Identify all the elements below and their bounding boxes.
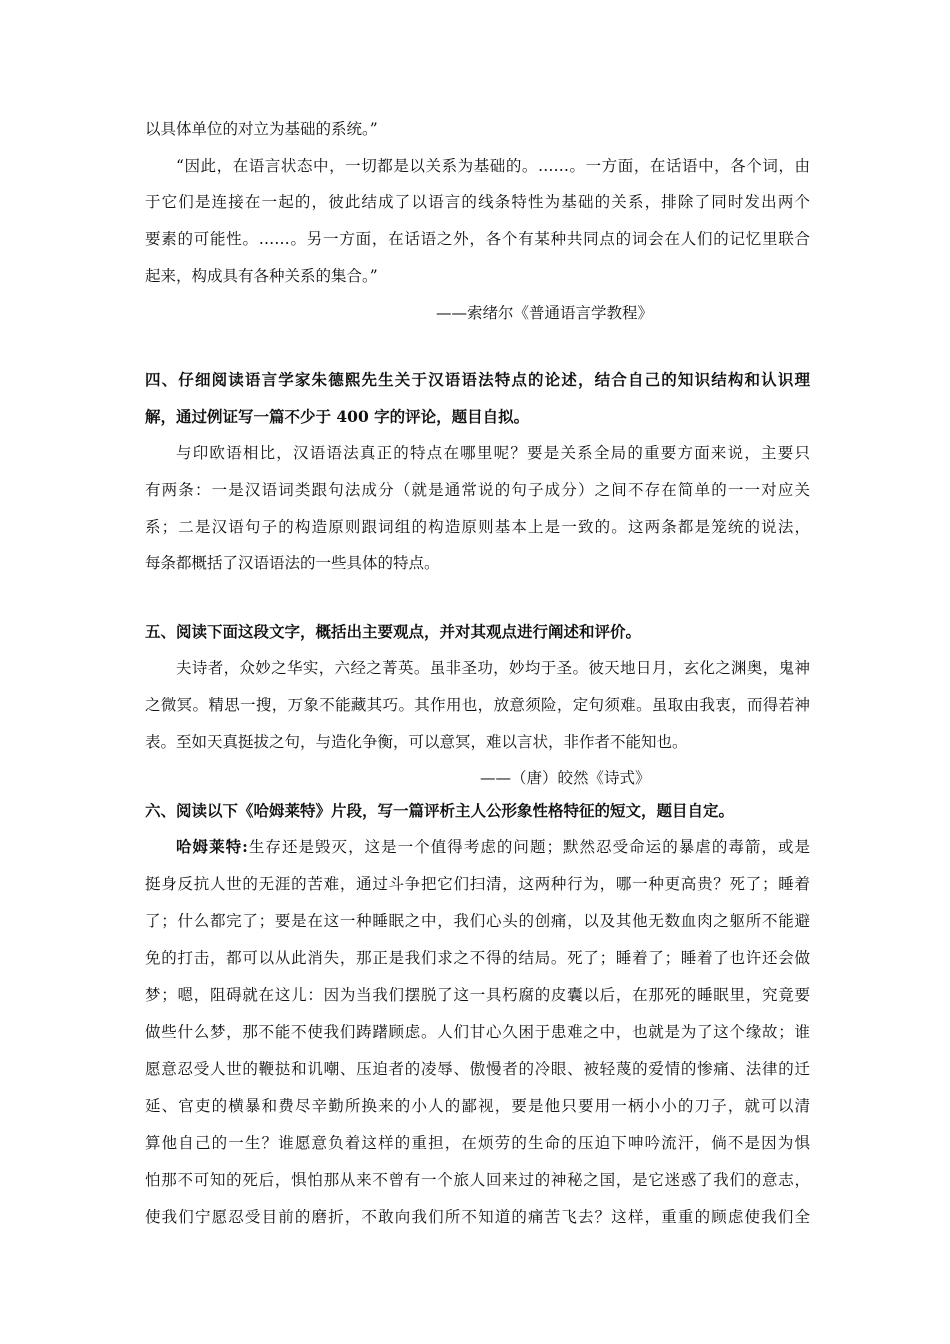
quote-line: “因此，在语言状态中，一切都是以关系为基础的。……。一方面，在话语中，各个词，由	[176, 157, 810, 175]
quote-source: ——索绪尔《普通语言学教程》	[436, 304, 654, 322]
question-4-heading: 解，通过例证写一篇不少于 400 字的评论，题目自拟。	[145, 407, 530, 426]
passage-line: 梦；嗯，阻碍就在这儿：因为当我们摆脱了这一具朽腐的皮囊以后，在那死的睡眠里，究竟要	[145, 986, 810, 1004]
question-5-heading: 五、阅读下面这段文字，概括出主要观点，并对其观点进行阐述和评价。	[145, 622, 642, 641]
quote-line: 于它们是连接在一起的，彼此结成了以语言的线条特性为基础的关系，排除了同时发出两个	[145, 193, 810, 211]
passage-line: 免的打击，都可以从此消失，那正是我们求之不得的结局。死了；睡着了；睡着了也许还会做	[145, 949, 810, 967]
passage-line: 使我们宁愿忍受目前的磨折，不敢向我们所不知道的痛苦飞去？这样，重重的顾虑使我们全	[145, 1208, 810, 1226]
quote-line: 要素的可能性。……。另一方面，在话语之外，各个有某种共同点的词会在人们的记忆里联合	[145, 230, 810, 248]
passage-line: 挺身反抗人世的无涯的苦难，通过斗争把它们扫清，这两种行为，哪一种更高贵？死了；睡着	[145, 875, 810, 893]
passage-line: 做些什么梦，那不能不使我们踌躇顾虑。人们甘心久困于患难之中，也就是为了这个缘故；谁	[145, 1023, 810, 1041]
speaker-label: 哈姆莱特:	[176, 837, 248, 856]
passage-line: 了；什么都完了；要是在这一种睡眠之中，我们心头的创痛，以及其他无数血肉之躯所不能避	[145, 912, 810, 930]
question-6-heading: 六、阅读以下《哈姆莱特》片段，写一篇评析主人公形象性格特征的短文，题目自定。	[145, 801, 735, 820]
passage-line: 与印欧语相比，汉语语法真正的特点在哪里呢？要是关系全局的重要方面来说，主要只	[176, 444, 810, 462]
passage-line: 怕那不可知的死后，惧怕那从来不曾有一个旅人回来过的神秘之国，是它迷惑了我们的意志，	[145, 1171, 810, 1189]
passage-line: 有两条：一是汉语词类跟句法成分（就是通常说的句子成分）之间不存在简单的一一对应关	[145, 481, 810, 499]
passage-line: 表。至如天真挺拔之句，与造化争衡，可以意冥，难以言状，非作者不能知也。	[145, 733, 688, 751]
passage-line: 算他自己的一生？谁愿意负着这样的重担，在烦劳的生命的压迫下呻吟流汗，倘不是因为惧	[145, 1134, 810, 1152]
passage-line: 夫诗者，众妙之华实，六经之菁英。虽非圣功，妙均于圣。彼天地日月，玄化之渊奥，鬼神	[176, 659, 810, 677]
passage-line	[176, 837, 810, 857]
quote-line: 起来，构成具有各种关系的集合。”	[145, 267, 378, 285]
question-4-heading: 四、仔细阅读语言学家朱德熙先生关于汉语语法特点的论述，结合自己的知识结构和认识理	[145, 370, 810, 389]
speech-text: 生存还是毁灭，这是一个值得考虑的问题；默然忍受命运的暴虐的毒箭，或是	[247, 838, 810, 856]
passage-line: 系；二是汉语句子的构造原则跟词组的构造原则基本上是一致的。这两条都是笼统的说法，	[145, 518, 810, 536]
passage-line: 延、官吏的横暴和费尽辛勤所换来的小人的鄙视，要是他只要用一柄小小的刀子，就可以清	[145, 1097, 810, 1115]
quote-line: 以具体单位的对立为基础的系统。”	[145, 120, 378, 138]
passage-line: 每条都概括了汉语语法的一些具体的特点。	[145, 554, 440, 572]
passage-line: 之微冥。精思一搜，万象不能藏其巧。其作用也，放意须险，定句须难。虽取由我衷，而得若神	[145, 696, 810, 714]
passage-source: ——（唐）皎然《诗式》	[480, 769, 651, 787]
passage-line: 愿意忍受人世的鞭挞和讥嘲、压迫者的凌辱、傲慢者的冷眼、被轻蔑的爱情的惨痛、法律的迁	[145, 1060, 810, 1078]
